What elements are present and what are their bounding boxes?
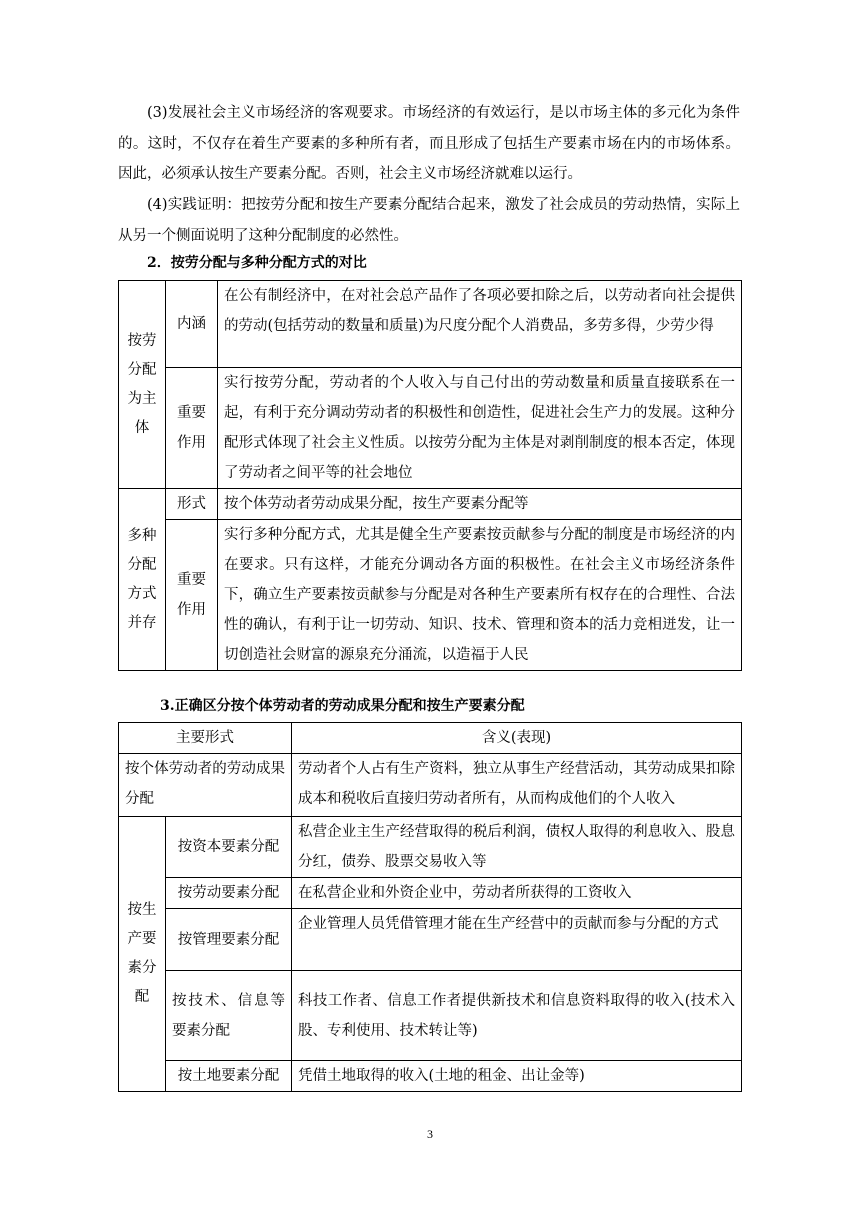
table-row [119, 754, 742, 817]
comparison-table [118, 280, 742, 671]
cell-text: 实行按劳分配，劳动者的个人收入与自己付出的劳动数量和质量直接联系在一起，有利于充分调动劳动者的积极性和创造性，促进社会生产力的发展。这种分配形式体现了社会主义性质。以按劳分配为主体是对剥削制度的根本否定，体现了劳动者之间平等的社会地位 [218, 368, 742, 489]
table-row [119, 489, 742, 520]
group-label-multiple: 多种分配方式并存 [119, 489, 166, 671]
individual-form: 按个体劳动者的劳动成果分配 [119, 754, 292, 817]
individual-meaning: 劳动者个人占有生产资料，独立从事生产经营活动，其劳动成果扣除成本和税收后直接归劳动者所有，从而构成他们的个人收入 [292, 754, 742, 817]
cell-text: 实行多种分配方式，尤其是健全生产要素按贡献参与分配的制度是市场经济的内在要求。只有这样，才能充分调动各方面的积极性。在社会主义市场经济条件下，确立生产要素按贡献参与分配是对各种生产要素所有权存在的合理性、合法性的确认，有利于让一切劳动、知识、技术、管理和资本的活力竞相迸发，让一切创造社会财富的源泉充分涌流，以造福于人民 [218, 520, 742, 671]
table-row [119, 281, 742, 368]
paragraph-4: (4)实践证明：把按劳分配和按生产要素分配结合起来，激发了社会成员的劳动热情，实际上从另一个侧面说明了这种分配制度的必然性。 [118, 197, 740, 244]
sub-label: 重要作用 [166, 368, 218, 489]
table-row [119, 368, 742, 489]
cell-text: 按个体劳动者劳动成果分配，按生产要素分配等 [218, 489, 742, 520]
header-form: 主要形式 [119, 723, 292, 754]
factor-meaning: 科技工作者、信息工作者提供新技术和信息资料取得的收入(技术入股、专利使用、技术转让等) [292, 971, 742, 1061]
table-row [119, 520, 742, 671]
sub-label: 形式 [166, 489, 218, 520]
paragraph-3: (3)发展社会主义市场经济的客观要求。市场经济的有效运行，是以市场主体的多元化为条件的。这时，不仅存在着生产要素的多种所有者，而且形成了包括生产要素市场在内的市场体系。因此，必须承认按生产要素分配。否则，社会主义市场经济就难以运行。 [118, 105, 740, 182]
factor-form: 按技术、信息等要素分配 [166, 971, 292, 1061]
section-3-title: 3.正确区分按个体劳动者的劳动成果分配和按生产要素分配 [160, 698, 525, 714]
distribution-table [118, 722, 742, 1092]
factor-label: 按生产要素分配 [119, 817, 166, 1092]
section-2-title: 2．按劳分配与多种分配方式的对比 [147, 255, 367, 271]
factor-meaning: 企业管理人员凭借管理才能在生产经营中的贡献而参与分配的方式 [292, 909, 742, 971]
group-label-labor: 按劳分配为主体 [119, 281, 166, 489]
cell-text: 在公有制经济中，在对社会总产品作了各项必要扣除之后，以劳动者向社会提供的劳动(包括劳动的数量和质量)为尺度分配个人消费品，多劳多得，少劳少得 [218, 281, 742, 368]
table-row [119, 878, 742, 909]
table-row [119, 909, 742, 971]
factor-meaning: 凭借土地取得的收入(土地的租金、出让金等) [292, 1061, 742, 1092]
factor-meaning: 在私营企业和外资企业中，劳动者所获得的工资收入 [292, 878, 742, 909]
factor-form: 按资本要素分配 [166, 817, 292, 878]
table-row [119, 971, 742, 1061]
factor-form: 按管理要素分配 [166, 909, 292, 971]
page-number: 3 [427, 1127, 433, 1141]
header-meaning: 含义(表现) [292, 723, 742, 754]
sub-label: 内涵 [166, 281, 218, 368]
factor-meaning: 私营企业主生产经营取得的税后利润，债权人取得的利息收入、股息分红，债券、股票交易收入等 [292, 817, 742, 878]
table-row [119, 1061, 742, 1092]
table-row [119, 817, 742, 878]
table-row [119, 723, 742, 754]
factor-form: 按土地要素分配 [166, 1061, 292, 1092]
factor-form: 按劳动要素分配 [166, 878, 292, 909]
sub-label: 重要作用 [166, 520, 218, 671]
